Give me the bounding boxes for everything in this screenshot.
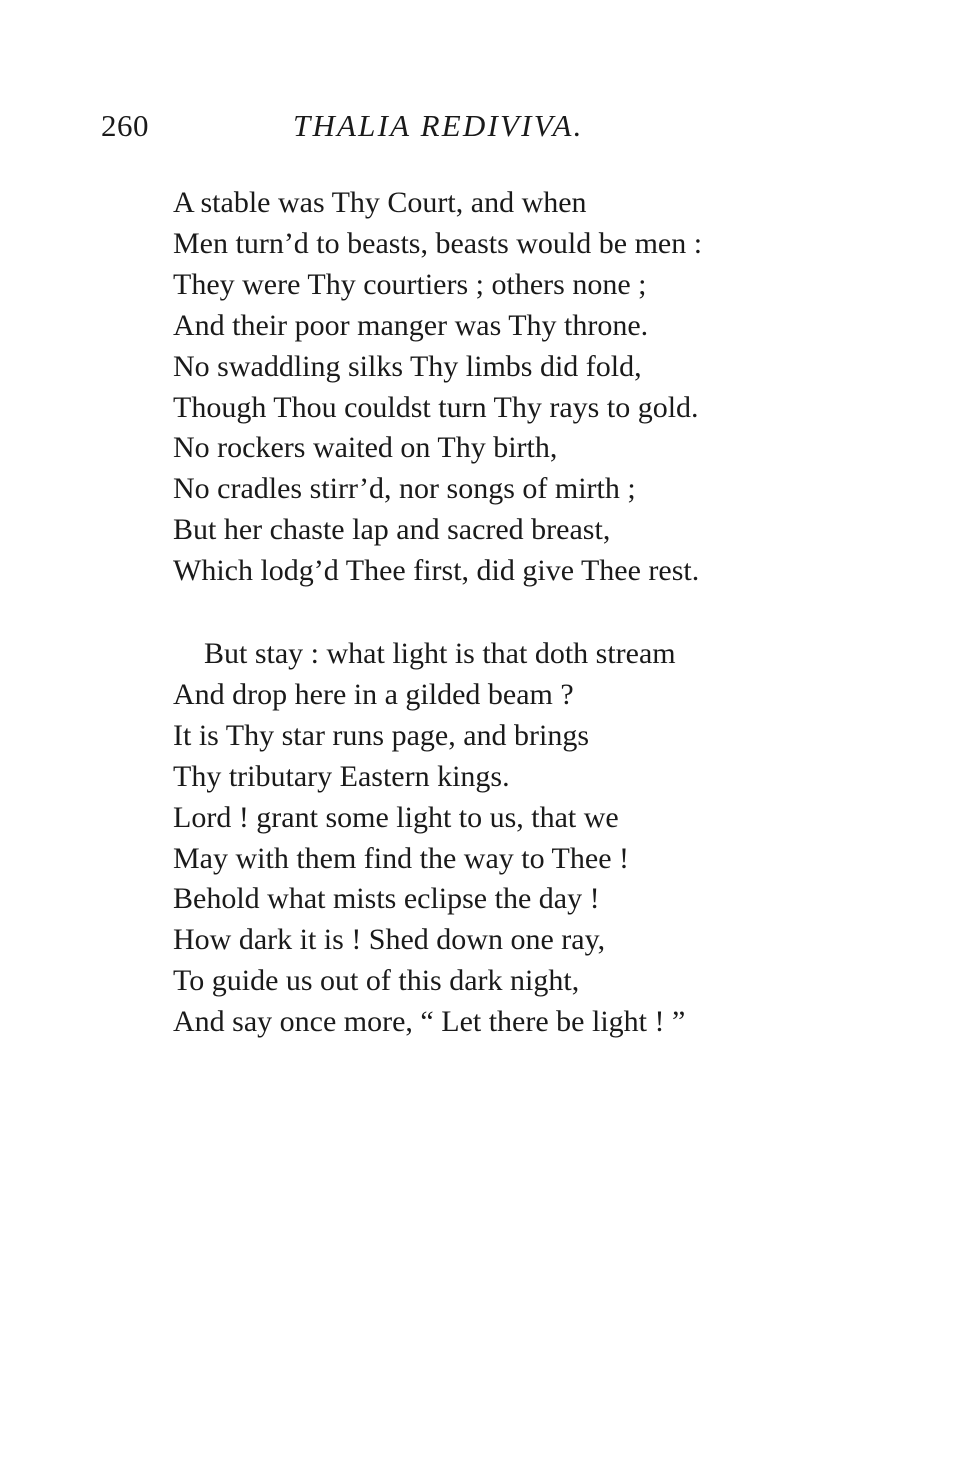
- poem-line: How dark it is ! Shed down one ray,: [173, 923, 606, 957]
- poem-stanza-1: [173, 183, 873, 592]
- poem-line: No cradles stirr’d, nor songs of mirth ;: [173, 472, 636, 506]
- poem-line: Thy tributary Eastern kings.: [173, 759, 510, 793]
- page-number: 260: [101, 108, 149, 143]
- running-title: THALIA REDIVIVA.: [293, 108, 584, 143]
- poem-line: And drop here in a gilded beam ?: [173, 677, 574, 711]
- poem-line: Which lodg’d Thee first, did give Thee rest.: [173, 554, 700, 588]
- poem-line: No rockers waited on Thy birth,: [173, 431, 558, 465]
- poem-line: And say once more, “ Let there be light ! ”: [173, 1005, 686, 1039]
- poem-line: Lord ! grant some light to us, that we: [173, 800, 619, 834]
- poem-line: Behold what mists eclipse the day !: [173, 882, 600, 916]
- poem-line: It is Thy star runs page, and brings: [173, 718, 590, 752]
- running-head: [0, 104, 963, 148]
- poem-line: Men turn’d to beasts, beasts would be men :: [173, 226, 703, 260]
- poem-line: Though Thou couldst turn Thy rays to gold.: [173, 390, 699, 424]
- poem-line: And their poor manger was Thy throne.: [173, 308, 649, 342]
- poem-line: May with them find the way to Thee !: [173, 841, 630, 875]
- poem-line: A stable was Thy Court, and when: [173, 186, 587, 219]
- poem-stanza-2: [173, 634, 873, 1043]
- poem-line: No swaddling silks Thy limbs did fold,: [173, 349, 642, 383]
- poem-line: But her chaste lap and sacred breast,: [173, 513, 611, 547]
- poem-line: They were Thy courtiers ; others none ;: [173, 267, 647, 301]
- poem-line: To guide us out of this dark night,: [173, 964, 580, 998]
- poem-line: But stay : what light is that doth stream: [204, 637, 676, 670]
